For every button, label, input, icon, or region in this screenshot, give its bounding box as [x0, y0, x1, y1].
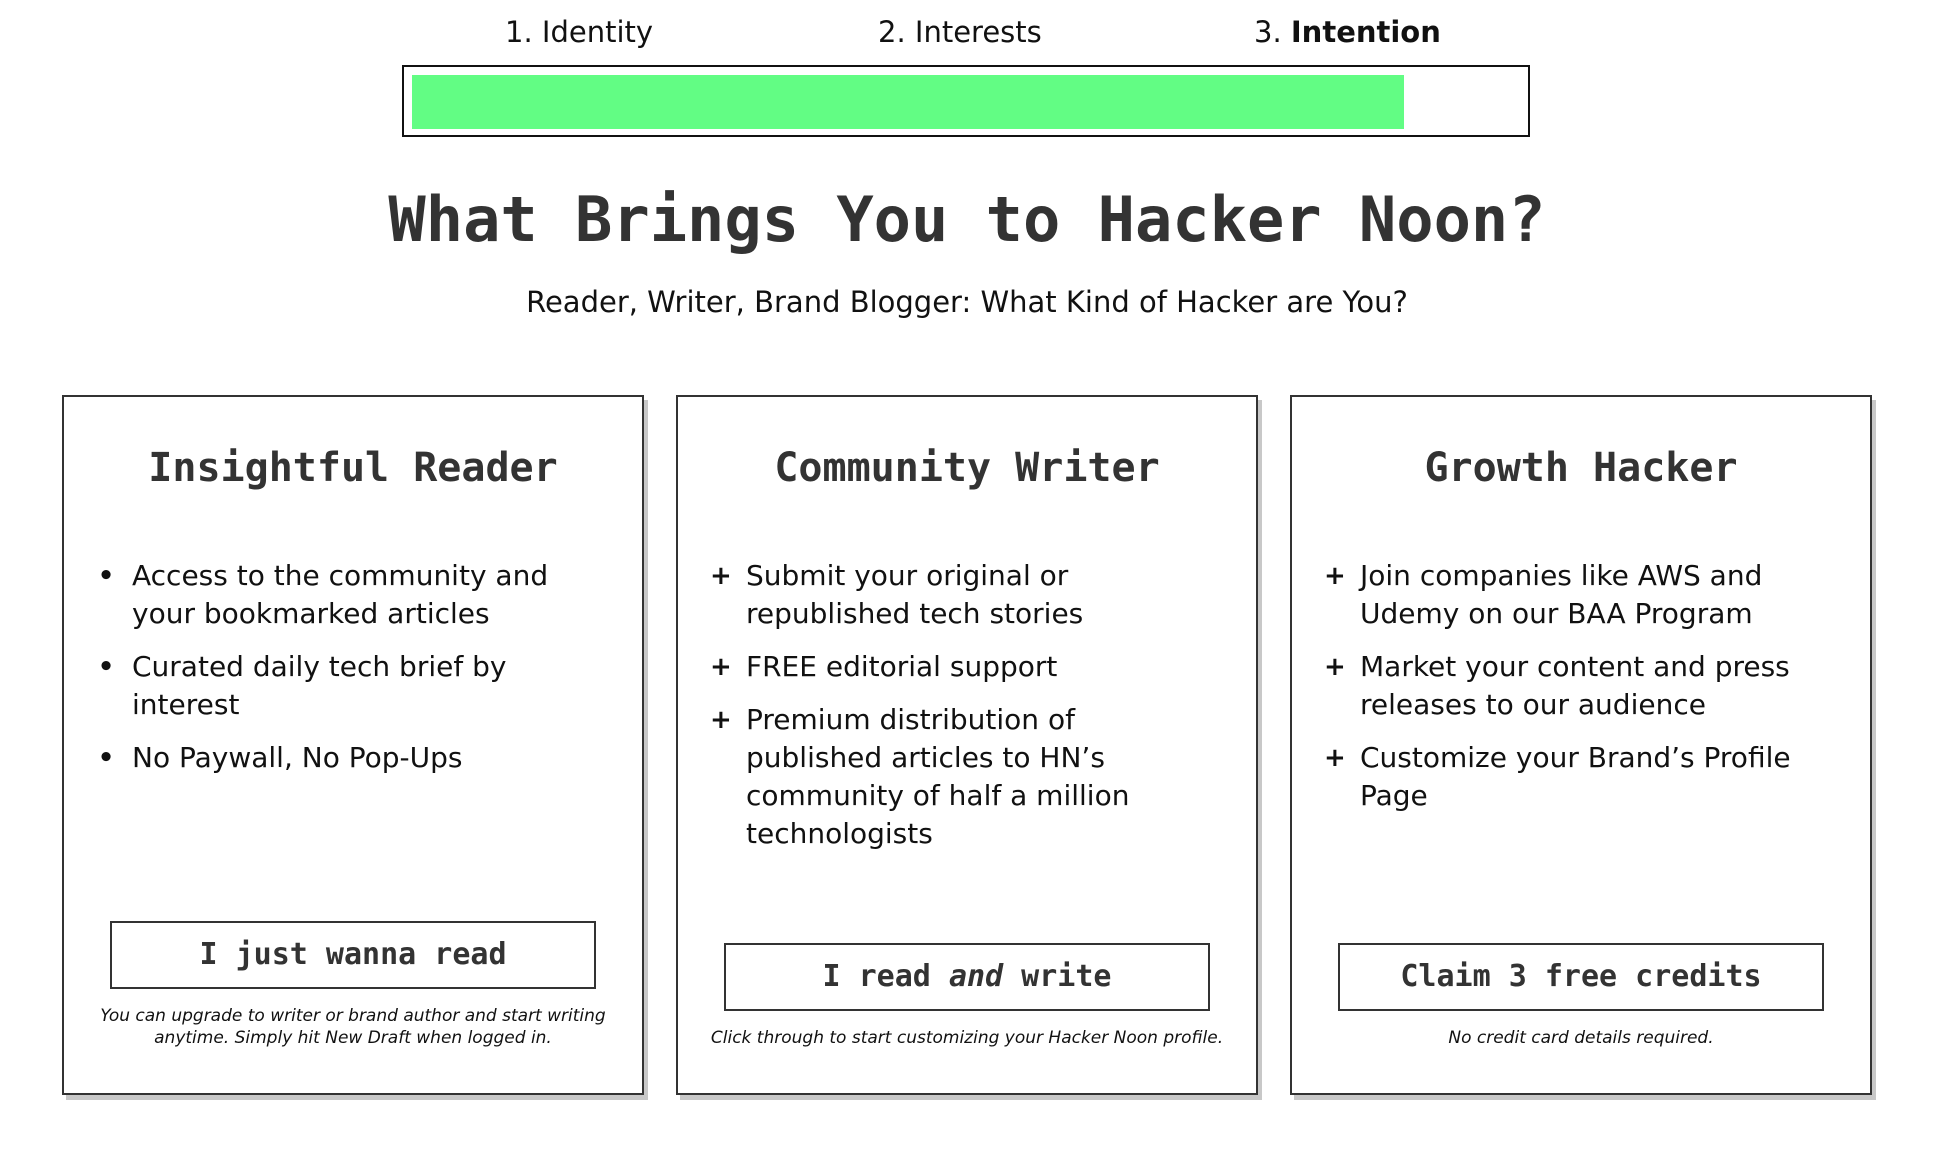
- just-read-button[interactable]: [110, 921, 596, 989]
- button-label: I just wanna read: [199, 937, 507, 972]
- feature-item: [710, 701, 1216, 853]
- step-label: Intention: [1290, 15, 1441, 49]
- feature-item: [1324, 739, 1830, 815]
- card-note: No credit card details required.: [1448, 1028, 1714, 1048]
- step-label: Interests: [914, 15, 1042, 49]
- feature-text: Market your content and press releases to our audience: [1360, 650, 1790, 721]
- bullet-icon: •: [97, 652, 115, 682]
- progress-bar: [402, 65, 1530, 137]
- feature-list: [710, 557, 1216, 868]
- feature-text: Curated daily tech brief by interest: [132, 650, 507, 721]
- button-label-emphasis: and: [948, 959, 1004, 994]
- feature-item: [710, 648, 1216, 686]
- feature-item: [97, 557, 602, 633]
- button-label-end: write: [1003, 959, 1112, 994]
- feature-item: [97, 739, 602, 777]
- step-identity[interactable]: [505, 10, 653, 54]
- progress-bar-fill: [412, 75, 1404, 129]
- card-growth-hacker: [1290, 395, 1872, 1095]
- feature-item: [710, 557, 1216, 633]
- feature-text: Join companies like AWS and Udemy on our BAA Program: [1360, 559, 1763, 630]
- card-note: You can upgrade to writer or brand author and start writing anytime. Simply hit New Draft when logged in.: [100, 1006, 606, 1048]
- plus-icon: +: [710, 652, 732, 682]
- feature-list: [1324, 557, 1830, 830]
- step-indicator: [400, 10, 1534, 54]
- feature-text: Submit your original or republished tech stories: [746, 559, 1084, 630]
- feature-text: Customize your Brand’s Profile Page: [1360, 741, 1791, 812]
- plus-icon: +: [1324, 743, 1346, 773]
- plus-icon: +: [710, 705, 732, 735]
- button-label: I read: [822, 959, 949, 994]
- plus-icon: +: [710, 561, 732, 591]
- step-number: 1.: [505, 15, 533, 49]
- step-number: 3.: [1254, 15, 1282, 49]
- feature-text: Access to the community and your bookmarked articles: [132, 559, 549, 630]
- page-title: What Brings You to Hacker Noon?: [388, 183, 1546, 256]
- feature-list: [97, 557, 602, 792]
- card-title: Community Writer: [774, 445, 1160, 491]
- bullet-icon: •: [97, 561, 115, 591]
- card-note: Click through to start customizing your Hacker Noon profile.: [710, 1028, 1224, 1048]
- feature-item: [1324, 648, 1830, 724]
- feature-text: FREE editorial support: [746, 650, 1058, 683]
- card-title: Growth Hacker: [1424, 445, 1738, 491]
- read-and-write-button[interactable]: [724, 943, 1210, 1011]
- plus-icon: +: [1324, 652, 1346, 682]
- page-subtitle: Reader, Writer, Brand Blogger: What Kind of Hacker are You?: [526, 285, 1408, 319]
- feature-item: [1324, 557, 1830, 633]
- card-community-writer: [676, 395, 1258, 1095]
- feature-item: [97, 648, 602, 724]
- feature-text: No Paywall, No Pop-Ups: [132, 741, 463, 774]
- card-insightful-reader: [62, 395, 644, 1095]
- claim-credits-button[interactable]: [1338, 943, 1824, 1011]
- feature-text: Premium distribution of published articles to HN’s community of half a million technologists: [746, 703, 1130, 850]
- plus-icon: +: [1324, 561, 1346, 591]
- step-label: Identity: [541, 15, 654, 49]
- button-label: Claim 3 free credits: [1400, 959, 1762, 994]
- step-intention[interactable]: [1254, 10, 1441, 54]
- card-title: Insightful Reader: [148, 445, 558, 491]
- step-number: 2.: [878, 15, 906, 49]
- step-interests[interactable]: [878, 10, 1042, 54]
- bullet-icon: •: [97, 743, 115, 773]
